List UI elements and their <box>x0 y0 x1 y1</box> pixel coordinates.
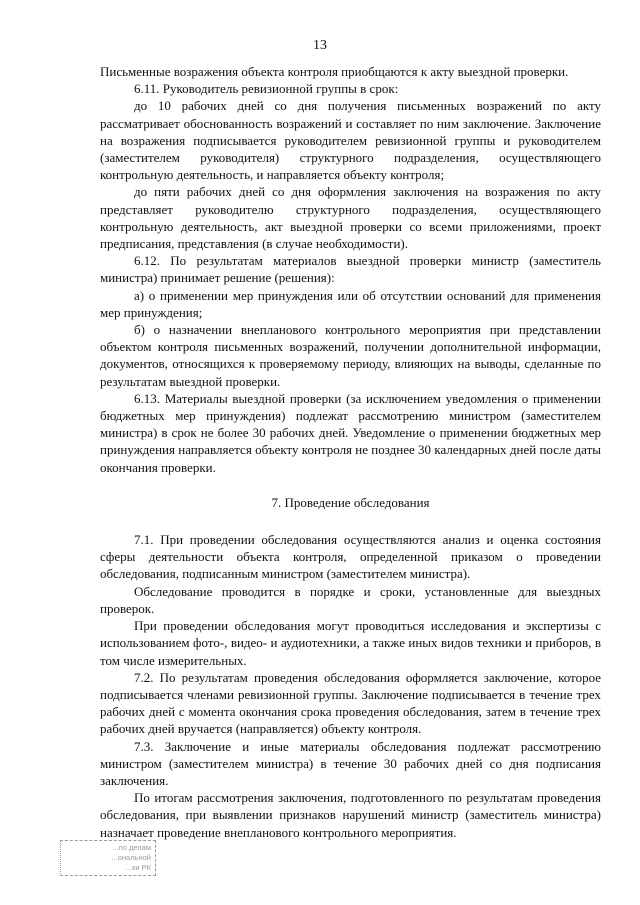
paragraph-7-3: 7.3. Заключение и иные материалы обследования подлежат рассмотрению министром (заместителем министра) в течение 30 рабочих дней со дня подписания заключения. <box>100 738 601 788</box>
paragraph-7-1-procedure: Обследование проводится в порядке и сроки, установленные для выездных проверок. <box>100 583 601 616</box>
paragraph-6-12-b: б) о назначении внепланового контрольного мероприятия при представлении объектом контроля письменных возражений, получении дополнительной информации, документов, относящихся к проверяемому периоду, влияющих на выводы, сделанные по результатам выездной проверки. <box>100 322 601 389</box>
document-body <box>100 63 601 841</box>
paragraph-6-12-a: а) о применении мер принуждения или об отсутствии оснований для применения мер принуждения; <box>100 287 601 320</box>
section-title-7: 7. Проведение обследования <box>271 494 430 510</box>
stamp-line: ...ки РК <box>125 863 151 872</box>
faded-stamp <box>60 840 156 876</box>
stamp-line: ...ональной <box>111 853 151 862</box>
paragraph-6-12: 6.12. По результатам материалов выездной проверки министр (заместитель министра) принимает решение (решения): <box>100 253 601 286</box>
paragraph-6-11-conclusion: до 10 рабочих дней со дня получения письменных возражений по акту рассматривает обоснованность возражений и составляет по ним заключение. Заключение на возражения подписывается руководителем ревизионной группы и руководителем (заместителем руководителя) структурного подразделения, осуществляющего контрольную деятельность, и направляется объекту контроля; <box>100 98 601 183</box>
page-number: 13 <box>313 38 327 53</box>
stamp-line: ...по делам <box>112 843 151 852</box>
paragraph-7-3-outcome: По итогам рассмотрения заключения, подготовленного по результатам проведения обследования, при выявлении признаков нарушений министр (заместитель министра) назначает проведение внепланового контрольного мероприятия. <box>100 790 601 840</box>
paragraph-6-11-heading: 6.11. Руководитель ревизионной группы в срок: <box>134 81 399 97</box>
paragraph-7-1: 7.1. При проведении обследования осуществляются анализ и оценка состояния сферы деятельности объекта контроля, определенной приказом о проведении обследования, подписанным министром (заместителем министра). <box>100 532 601 582</box>
paragraph-7-1-research: При проведении обследования могут проводиться исследования и экспертизы с использованием фото-, видео- и аудиотехники, а также иных видов техники и приборов, в том числе измерительных. <box>100 618 601 668</box>
paragraph-6-11-submission: до пяти рабочих дней со дня оформления заключения на возражения по акту представляет руководителю структурного подразделения, осуществляющего контрольную деятельность, акт выездной проверки со всеми приложениями, проект предписания, представления (в случае необходимости). <box>100 184 601 252</box>
paragraph-7-2: 7.2. По результатам проведения обследования оформляется заключение, которое подписывается членами ревизионной группы. Заключение подписывается в течение трех рабочих дней с момента окончания срока проведения обследования, затем в течение трех рабочих дней вручается (направляется) объекту контроля. <box>100 669 601 737</box>
paragraph-objections-attached: Письменные возражения объекта контроля приобщаются к акту выездной проверки. <box>100 64 569 79</box>
paragraph-6-13: 6.13. Материалы выездной проверки (за исключением уведомления о применении бюджетных мер принуждения) подлежат рассмотрению министром (заместителем министра) в срок не более 30 рабочих дней. Уведомление о применении бюджетных мер принуждения направляется объекту контроля не позднее 30 календарных дней после даты окончания проверки. <box>100 390 601 475</box>
